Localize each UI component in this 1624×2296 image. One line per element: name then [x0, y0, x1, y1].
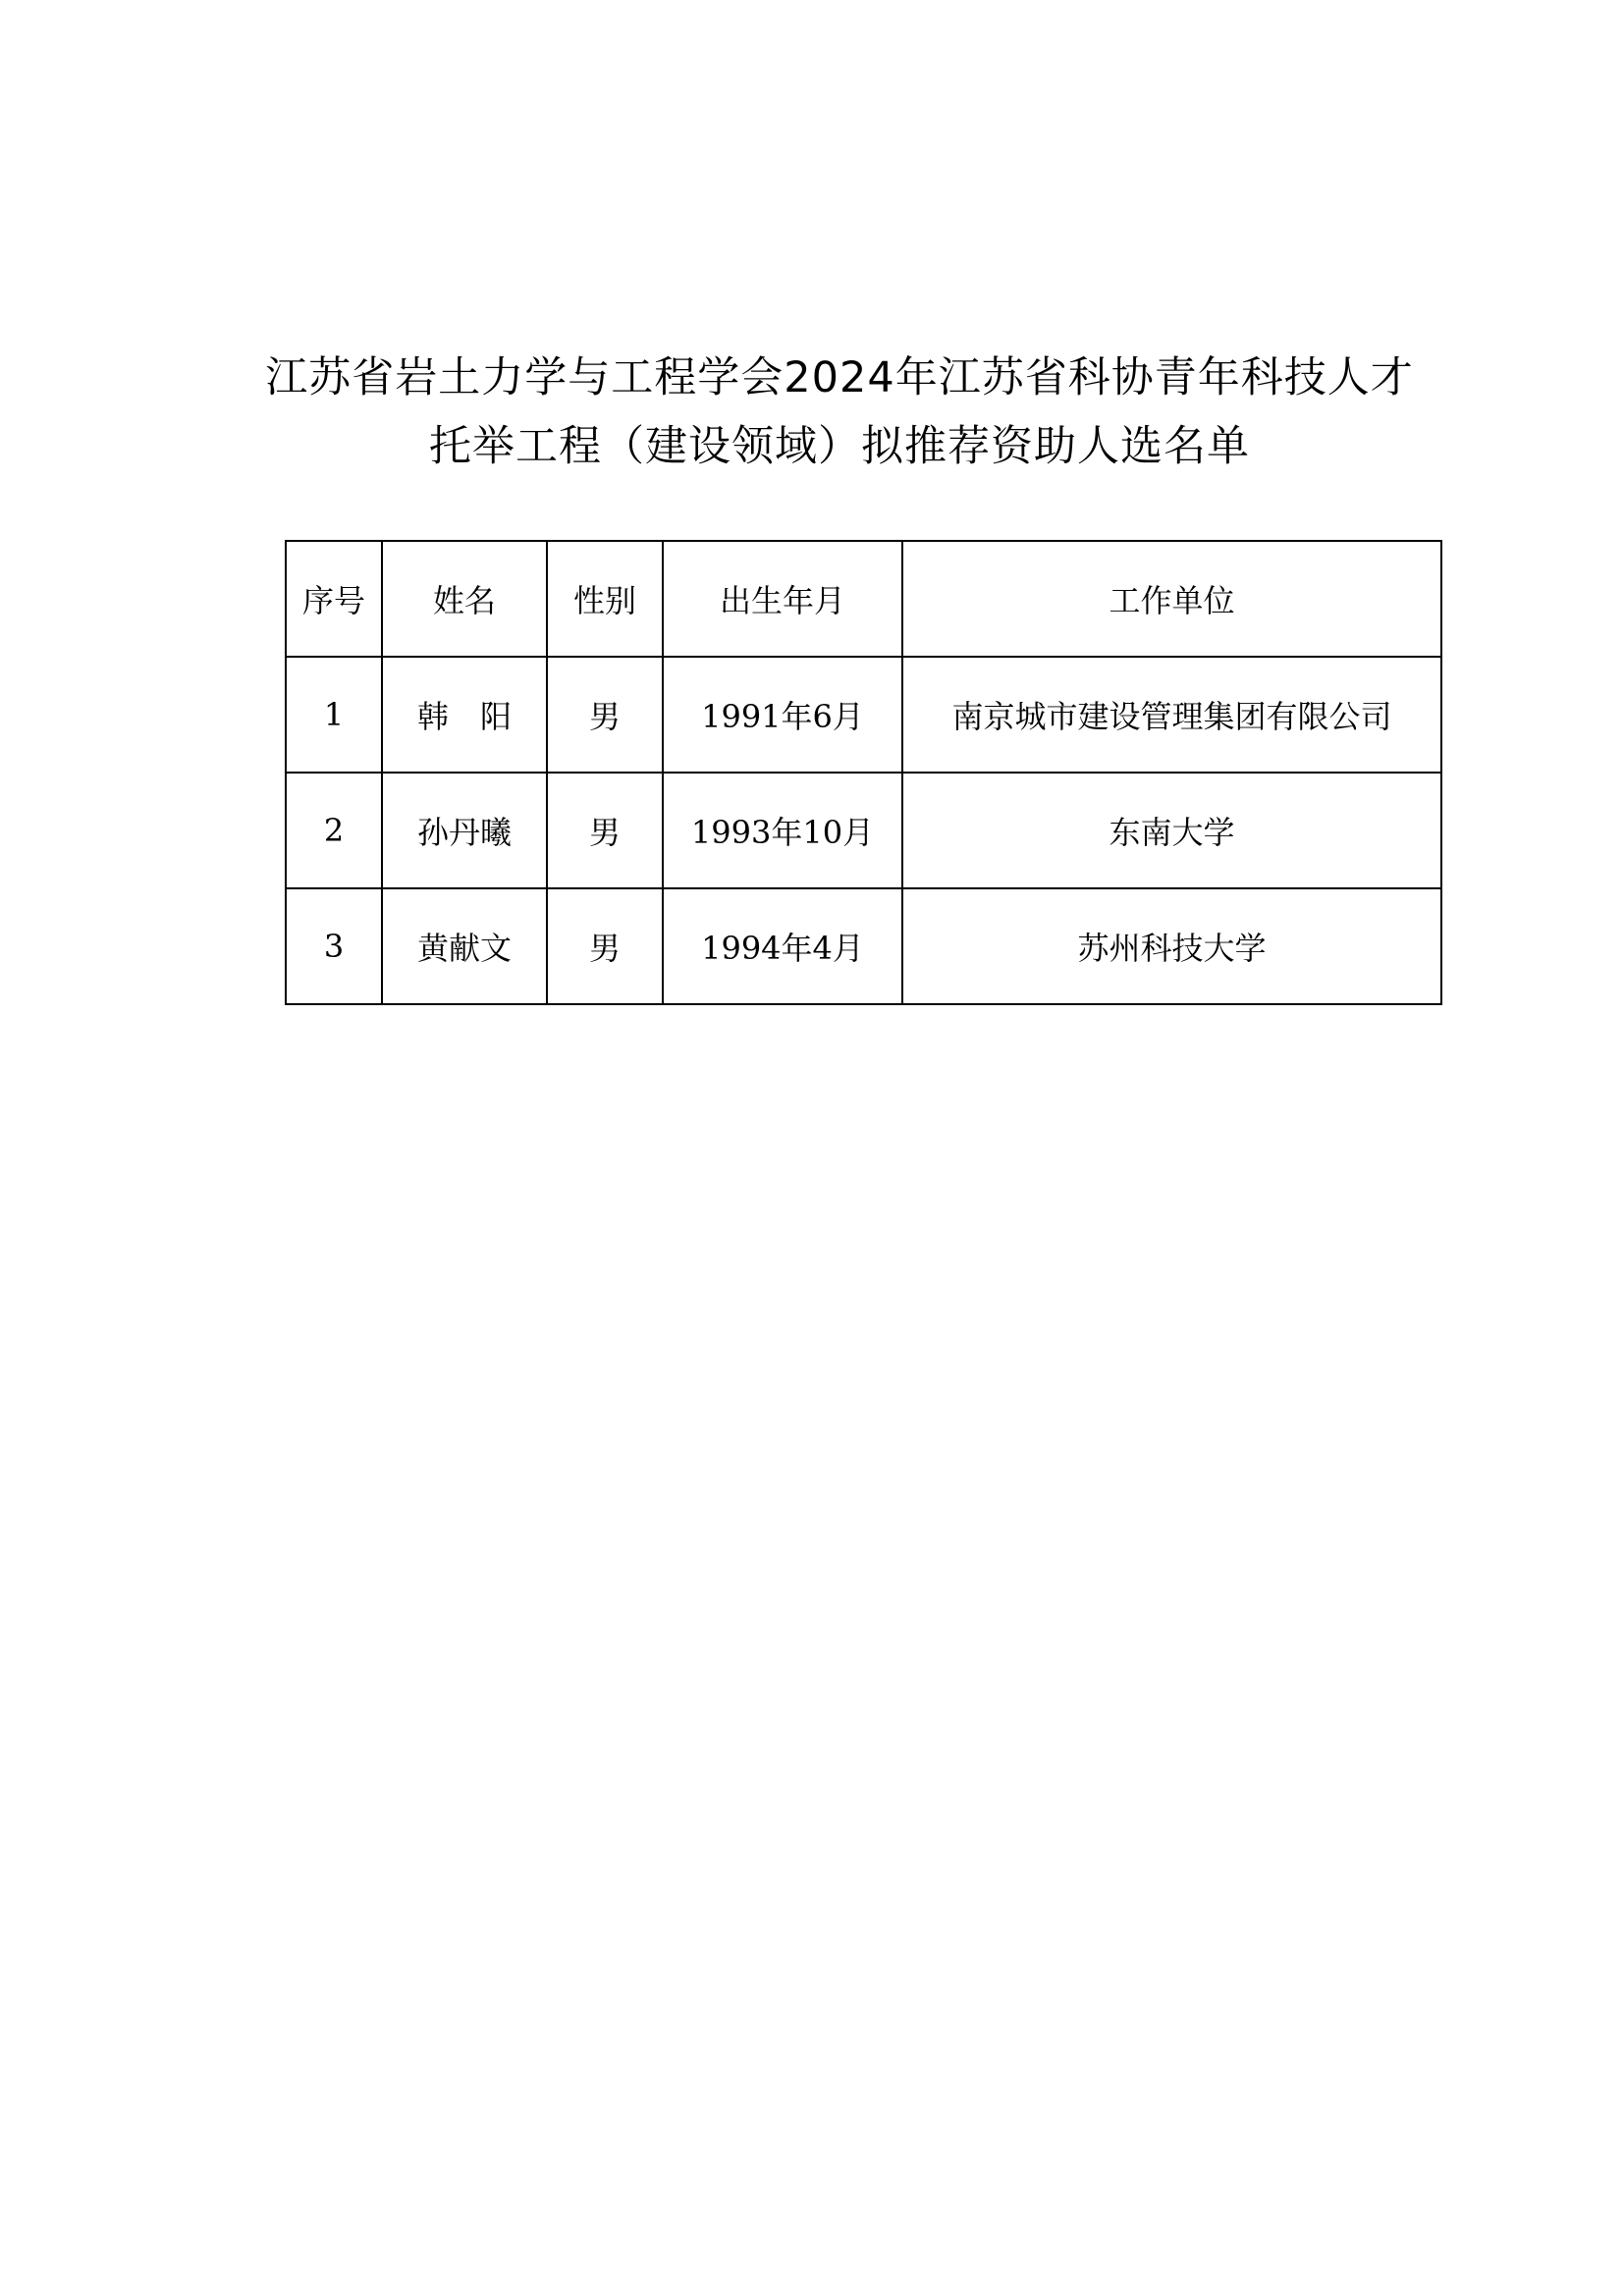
cell-work-unit: 东南大学 [902, 773, 1441, 888]
header-work-unit: 工作单位 [902, 541, 1441, 657]
table-row [286, 888, 1441, 1004]
cell-birth-date: 1994年4月 [663, 888, 902, 1004]
cell-name: 黄献文 [382, 888, 547, 1004]
title-line-2: 托举工程（建设领域）拟推荐资助人选名单 [429, 422, 1250, 471]
candidate-table [285, 540, 1442, 1005]
header-name: 姓名 [382, 541, 547, 657]
cell-birth-date: 1993年10月 [663, 773, 902, 888]
cell-work-unit: 南京城市建设管理集团有限公司 [902, 657, 1441, 773]
title-line-1: 江苏省岩土力学与工程学会2024年江苏省科协青年科技人才 [265, 353, 1414, 402]
header-birth-date: 出生年月 [663, 541, 902, 657]
cell-serial-number: 3 [286, 888, 382, 1004]
cell-birth-date: 1991年6月 [663, 657, 902, 773]
table-row [286, 773, 1441, 888]
table-header-row [286, 541, 1441, 657]
cell-serial-number: 1 [286, 657, 382, 773]
cell-gender: 男 [547, 773, 663, 888]
table-row [286, 657, 1441, 773]
cell-name: 孙丹曦 [382, 773, 547, 888]
header-gender: 性别 [547, 541, 663, 657]
cell-work-unit: 苏州科技大学 [902, 888, 1441, 1004]
header-serial-number: 序号 [286, 541, 382, 657]
document-title [236, 344, 1443, 481]
cell-gender: 男 [547, 657, 663, 773]
cell-gender: 男 [547, 888, 663, 1004]
cell-name: 韩 阳 [382, 657, 547, 773]
cell-serial-number: 2 [286, 773, 382, 888]
